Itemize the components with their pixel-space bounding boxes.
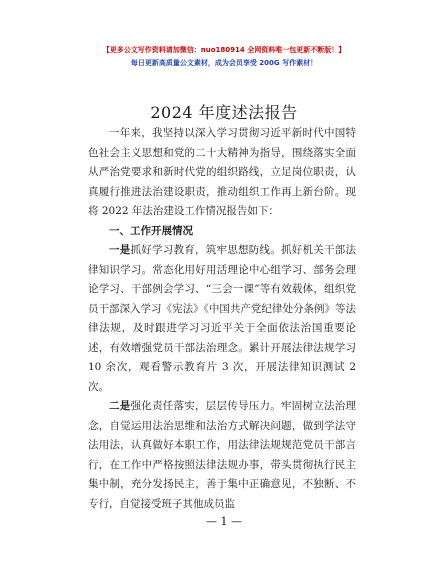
paragraph-2 [88, 397, 356, 514]
document-title: 2024 年度述法报告 [150, 103, 298, 122]
promo-banner-line-2: 每日更新高质量公文素材，成为会员享受 200G 写作素材！ [130, 59, 318, 67]
paragraph-1-lead: 一是 [109, 244, 131, 256]
paragraph-2-text: 强化责任落实，层层传导压力。牢固树立法治理念，自觉运用法治思维和法治方式解决问题，做到学法守法用法，认真做好本职工作，用法律法规规范党员干部言行，在工作中严格按照法律法规办事，带头贯彻执行民主集中制，充分发扬民主，善于集中正确意见，不独断、不专行，自觉接受班子其他成员监 [88, 400, 356, 510]
paragraph-1-text: 抓好学习教育，筑牢思想防线。抓好机关干部法律知识学习。常态化用好用活理论中心组学习、部务会理论学习、干部例会学习、“三会一课”等有效载体，组织党员干部深入学习《宪法》《中国共产党纪律处分条例》等法律法规，及时跟进学习习近平关于全面依法治国重要论述，有效增强党员干部法治理念。累计开展法律法规学习 10 余次，观看警示教育片 3 次，开展法律知识测试 2 次。 [88, 244, 356, 393]
promo-banner-line-1: 【更多公文写作资料请加微信：nuo180914 全网资料唯一包更新不断版！】 [102, 46, 346, 54]
document-body [88, 124, 356, 514]
paragraph-2-lead: 二是 [109, 400, 131, 412]
paragraph-1 [88, 241, 356, 397]
page-number: — 1 — [206, 515, 242, 528]
section-heading: 一、工作开展情况 [109, 224, 193, 237]
intro-paragraph: 一年来，我坚持以深入学习贯彻习近平新时代中国特色社会主义思想和党的二十大精神为指导，围绕落实全面从严治党要求和新时代党的组织路线，立足岗位职责，认真履行推进法治建设职责，推动组织工作再上新台阶。现将 2022 年法治建设工作情况报告如下： [88, 127, 356, 217]
